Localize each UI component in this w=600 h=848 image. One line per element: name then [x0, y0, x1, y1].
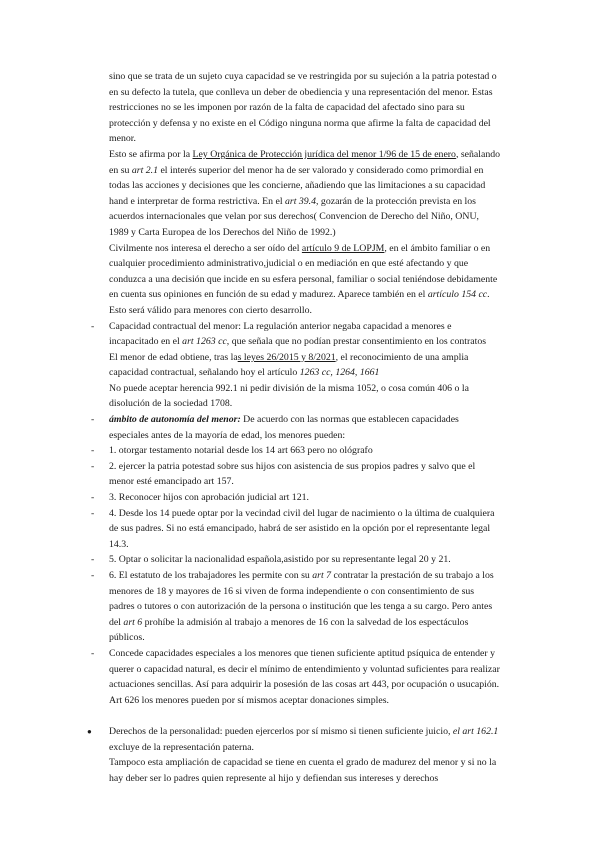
article-ref: art 1263 cc	[182, 336, 227, 348]
article-ref: 1263 cc, 1264, 1661	[299, 367, 380, 379]
text: , señalando en su	[109, 148, 501, 176]
article-ref: art 2.1	[131, 164, 158, 176]
list-item-text: 5. Optar o solicitar la nacionalidad española,asistido por su representante legal 20 y 21.	[109, 554, 451, 566]
list-item-patria-potestad	[91, 459, 501, 490]
text: , en el ámbito familiar o en cualquier procedimiento administrativo,judicial o en mediación en que esté afectando y que conduzca a una decisión que incide en su esfera personal, familiar o social teniéndose debidamente en cuenta sus opiniones en función de su edad y madurez. Aparece también en el	[109, 242, 498, 301]
dash-marker: -	[91, 414, 95, 426]
bullet-marker: ●	[87, 726, 92, 736]
paragraph-lopjm	[109, 147, 501, 241]
text: , el reconocimiento de una amplia capacidad contractual, señalando hoy el artículo	[109, 351, 469, 379]
article-ref: art 39.4	[285, 195, 317, 207]
article-ref: artículo 154 cc	[427, 289, 488, 301]
list-item-testament	[91, 443, 501, 459]
dash-marker: -	[91, 507, 95, 519]
article-ref: el art 162.1	[452, 725, 499, 737]
paragraph-restrictions: sino que se trata de un sujeto cuya capacidad se ve restringida por su sujeción a la patria potestad o en su defecto la tutela, que conlleva un deber de obediencia y una representación del menor. Estas restricciones no se les imponen por razón de la falta de capacidad del afectado sino para su protección y defensa y no existe en el Código ninguna norma que afirme la falta de capacidad del menor.	[109, 71, 497, 145]
bold-heading: ámbito de autonomía del menor:	[109, 414, 241, 426]
document-body	[87, 69, 501, 786]
bullet-item-text	[109, 724, 501, 755]
list-item-text: 2. ejercer la patria potestad sobre sus hijos con asistencia de sus propios padres y salvo que el menor esté emancipado art 157.	[109, 460, 476, 488]
list-item-text: 1. otorgar testamento notarial desde los 14 art 663 pero no ológrafo	[109, 445, 373, 457]
text: Esto se afirma por la	[109, 148, 193, 160]
law-link-lopjm[interactable]: Ley Orgánica de Protección jurídica del menor 1/96 de 15 de enero	[192, 148, 456, 160]
text: De acuerdo con las normas que establecen capacidades especiales antes de la mayoría de edad, los menores pueden:	[109, 414, 459, 441]
list-item-reconocer-hijos	[91, 490, 501, 506]
list-item-autonomy	[91, 412, 501, 443]
text: contratar la prestación de su trabajo a los menores de 18 y mayores de 16 si viven de forma independiente o con consentimiento de sus padres o tutores o con autorización de la persona o institución que les tenga a su cargo. Pero antes del	[109, 570, 494, 628]
dash-marker: -	[91, 492, 95, 504]
law-link-article-9[interactable]: artículo 9 de LOPJM	[301, 242, 385, 254]
list-item-capacidad-natural	[91, 646, 501, 708]
dash-marker: -	[91, 445, 95, 457]
dash-marker: -	[91, 320, 95, 332]
text: el interés superior del menor ha de ser valorado y considerado como primordial en todas las acciones y decisiones que les concierne, añadiendo que las limitaciones a su capacidad hand e interpretar de forma restrictiva. En el	[109, 164, 486, 207]
text: , que señala que no podían prestar consentimiento en los contratos	[226, 336, 487, 348]
list-item-text	[109, 319, 501, 350]
article-ref: art 6	[123, 616, 143, 628]
dash-marker: -	[91, 460, 95, 472]
law-link-leyes[interactable]: s leyes 26/2015 y 8/2021	[237, 351, 336, 363]
text: El menor de edad obtiene, tras la	[109, 351, 238, 363]
article-ref: art 7	[312, 570, 332, 581]
dash-marker: -	[91, 570, 95, 581]
list-item-contractual	[91, 319, 501, 413]
list-item-text: 4. Desde los 14 puede optar por la vecindad civil del lugar de nacimiento o la última de cualquiera de sus padres. Si no está emancipado, habrá de ser asistido en la opción por el representante legal 14.3.	[109, 507, 495, 550]
bullet-item-subtext: Tampoco esta ampliación de capacidad se tiene en cuenta el grado de madurez del menor y si no la hay deber ser lo padres quien represente al hijo y defiendan sus intereses y derechos	[109, 757, 497, 784]
text: . Esto será válido para menores con cierto desarrollo.	[109, 289, 490, 316]
dash-marker: -	[91, 554, 95, 566]
paragraph-right-to-be-heard	[109, 241, 501, 319]
bullet-item-personalidad	[87, 724, 501, 786]
text: Capacidad contractual del menor: La regulación anterior negaba capacidad a menores e incapacitado en el	[109, 320, 452, 348]
list-item-subtext: No puede aceptar herencia 992.1 ni pedir división de la misma 1052, o cosa común 406 o la disolución de la sociedad 1708.	[109, 382, 469, 410]
list-item-trabajo	[91, 568, 501, 646]
text: Civilmente nos interesa el derecho a ser oído del	[109, 242, 302, 254]
dash-marker: -	[91, 647, 95, 659]
text: Derechos de la personalidad: pueden ejercerlos por sí mismo si tienen suficiente juicio,	[109, 725, 453, 737]
list-item-vecindad	[91, 506, 501, 553]
list-item-text: 3. Reconocer hijos con aprobación judicial art 121.	[109, 492, 309, 504]
list-item-text: Concede capacidades especiales a los menores que tienen suficiente aptitud psíquica de entender y querer o capacidad natural, es decir el mínimo de entendimiento y voluntad suficientes para realizar actuaciones sencillas. Así para adquirir la posesión de las cosas art 443, por ocupación o usucapión. Art 626 los menores pueden por sí mismos aceptar donaciones simples.	[109, 647, 500, 706]
text: prohíbe la admisión al trabajo a menores de 16 con la salvedad de los espectáculos públicos.	[109, 616, 469, 644]
list-item-subtext	[109, 350, 501, 381]
list-item-nacionalidad	[91, 552, 501, 568]
list-item-text	[109, 412, 501, 443]
text: excluye de la representación paterna.	[109, 741, 254, 753]
spacer	[109, 708, 501, 724]
text: 6. El estatuto de los trabajadores les permite con su	[109, 570, 313, 581]
text: , gozarán de la protección prevista en los acuerdos internacionales que velan por sus derechos( Convencion de Derecho del Niño, ONU, 1989 y Carta Europea de los Derechos del Niño de 1992.)	[109, 195, 479, 238]
list-item-text	[109, 568, 501, 646]
